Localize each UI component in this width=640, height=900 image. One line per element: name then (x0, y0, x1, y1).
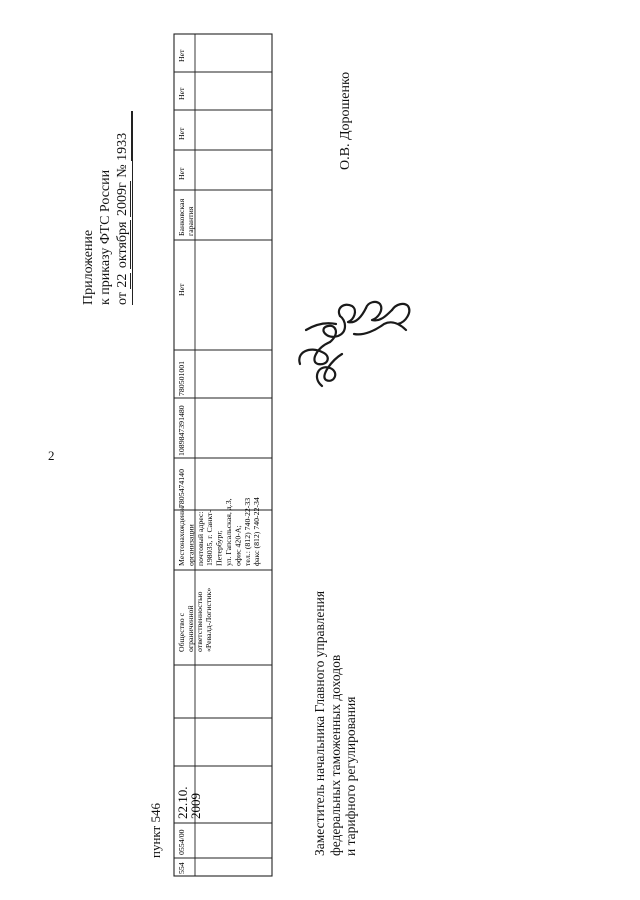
appendix-title: Приложение (81, 229, 96, 305)
cell-bank-guarantee (177, 198, 195, 236)
number-sign: № (115, 164, 130, 178)
date-prefix: от (115, 292, 130, 305)
cell-empty-1 (195, 718, 272, 766)
cell-address-line: организации (186, 524, 196, 566)
cell-address-line: почтовый адрес: (195, 511, 205, 566)
cell-col-13: Нет (177, 167, 186, 180)
cell-inn: 7805474140 (177, 469, 186, 508)
signatory-position-line1: Заместитель начальника Главного управления (312, 590, 327, 856)
cell-organization-name-line: Общество с (177, 612, 186, 652)
cell-col-16: Нет (177, 49, 186, 62)
cell-kpp: 780501001 (177, 360, 186, 396)
signatory-position-line3: и тарифного регулирования (343, 696, 358, 856)
page-number: 2 (48, 448, 55, 463)
cell-date-line1: 22.10. (175, 786, 190, 819)
order-number: 1933 (114, 111, 132, 161)
table-grid (174, 34, 272, 876)
cell-col-11: Нет (177, 283, 186, 296)
order-year: 2009г (115, 182, 130, 216)
cell-registration-number: 0554/00 (177, 829, 186, 855)
signatory-position-line2: федеральных таможенных доходов (327, 654, 343, 856)
signatory-position (312, 591, 359, 856)
cell-organization-name (177, 588, 213, 652)
cell-organization-name-line: ответственностью (195, 591, 204, 652)
order-day: 22 (115, 273, 130, 288)
signatory-name: О.В. Дорошенко (338, 71, 353, 170)
cell-address-line: 198035, г. Санкт- (205, 509, 215, 566)
section-label: пункт 546 (148, 803, 163, 858)
appendix-order-ref: к приказу ФТС России (98, 169, 113, 305)
cell-col-15: Нет (177, 87, 186, 100)
cell-address-line: офис 420-А; (233, 525, 243, 566)
cell-bank-guarantee-line: Банковская (177, 198, 186, 236)
cell-address-line: Петербург, (214, 530, 224, 566)
order-month: октября (115, 221, 130, 269)
cell-empty-2 (195, 665, 272, 718)
cell-address-line: факс (812) 740-22-34 (252, 497, 262, 566)
cell-row-index: 554 (177, 862, 186, 874)
cell-col-14: Нет (177, 127, 186, 140)
handwritten-signature (292, 294, 414, 392)
cell-address (177, 497, 261, 566)
cell-ogrn: 1089847391480 (177, 405, 186, 456)
cell-date-line2: 2009 (188, 793, 203, 819)
cell-address-line: тел.: (812) 740-22-33 (242, 497, 252, 566)
cell-address-line: ул. Гапсальская, д.3, (224, 498, 233, 566)
cell-organization-name-line: «Ревалд-Логистик» (204, 587, 213, 652)
cell-address-line: Местонахождение (177, 505, 186, 566)
cell-date (175, 783, 203, 819)
cell-organization-name-line: ограниченной (186, 605, 195, 652)
cell-bank-guarantee-line: гарантия (186, 206, 195, 236)
